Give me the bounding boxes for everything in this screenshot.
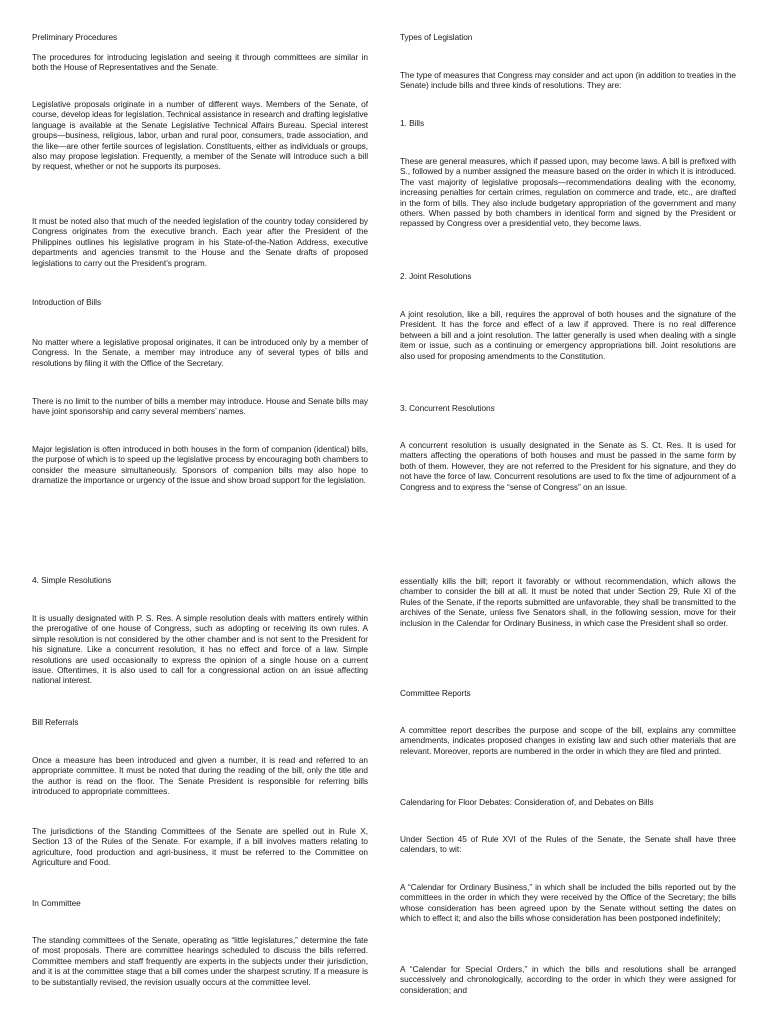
bill-referrals-heading: Bill Referrals — [32, 717, 79, 727]
calendaring-heading: Calendaring for Floor Debates: Consideration of, and Debates on Bills — [400, 797, 654, 807]
committee-reports-heading: Committee Reports — [400, 688, 471, 698]
preliminary-procedures-heading: Preliminary Procedures — [32, 32, 118, 42]
concurrent-resolutions-paragraph: A concurrent resolution is usually designated in the Senate as S. Ct. Res. It is used for matters affecting the operations of both houses and must be passed in the same form by both of them. However, they are not referred to the President for his signature, and they do not have the force of law. Concurrent resolutions are used to fix the time of adjournment of a Congress and to express the “sense of Congress” on an issue. — [400, 440, 736, 492]
continued-paragraph: essentially kills the bill; report it favorably or without recommendation, which allows the chamber to consider the bill at all. It must be noted that under Section 29, Rule XI of the Rules of the Senate, if the reports submitted are unfavorable, they shall be transmitted to the archives of the Senate, unless five Senators shall, in the following session, move for their inclusion in the Calendar for Ordinary Business, in which case the President shall so order. — [400, 576, 736, 628]
introduction-paragraph-1: No matter where a legislative proposal originates, it can be introduced only by a member of Congress. In the Senate, a member may introduce any of several types of bills and resolutions by filing it with the Office of the Secretary. — [32, 337, 368, 368]
calendaring-intro-paragraph: Under Section 45 of Rule XVI of the Rules of the Senate, the Senate shall have three calendars, to wit: — [400, 834, 736, 855]
introduction-paragraph-3: Major legislation is often introduced in both houses in the form of companion (identical) bills, the purpose of which is to speed up the legislative process by encouraging both chambers to consider the measure simultaneously. Sponsors of companion bills may also hope to dramatize the importance or urgency of the issue and show broad support for the legislation. — [32, 444, 368, 486]
bill-referrals-paragraph-2: The jurisdictions of the Standing Committees of the Senate are spelled out in Rule X, Section 13 of the Rules of the Senate. For example, if a bill involves matters relating to agriculture, food production and agri-business, it must be referred to the Committee on Agriculture and Food. — [32, 826, 368, 868]
bills-heading: 1. Bills — [400, 118, 425, 128]
legislative-origins-paragraph: Legislative proposals originate in a number of different ways. Members of the Senate, of course, develop ideas for legislation. Technical assistance in research and drafting legislative language is available at the Senate Legislative Technical Affairs Bureau. Special interest groups—business, religious, labor, urban and rural poor, consumers, trade association, and the like—are other fertile sources of legislation. Constituents, either as individuals or groups, also may propose legislation. Frequently, a member of the Senate will introduce such a bill by request, whether or not he supports its purposes. — [32, 99, 368, 172]
types-of-legislation-heading: Types of Legislation — [400, 32, 473, 42]
simple-resolutions-paragraph: It is usually designated with P. S. Res. A simple resolution deals with matters entirely within the prerogative of one house of Congress, such as adopting or receiving its own rules. A simple resolution is not considered by the other chamber and is not sent to the President for his signature. Like a concurrent resolution, it has no effect and force of a law. Simple resolutions are used occasionally to express the opinion of a single house on a current issue. Oftentimes, it is also used to call for a congressional action on an issue affecting national interest. — [32, 613, 368, 686]
joint-resolutions-heading: 2. Joint Resolutions — [400, 271, 472, 281]
bill-referrals-paragraph-1: Once a measure has been introduced and given a number, it is read and referred to an appropriate committee. It must be noted that during the reading of the bill, only the title and the author is read on the floor. The Senate President is responsible for referring bills introduced to appropriate committees. — [32, 755, 368, 797]
committee-reports-paragraph: A committee report describes the purpose and scope of the bill, explains any committee amendments, indicates proposed changes in existing law and such other materials that are relevant. Moreover, reports are numbered in the order in which they are filed and printed. — [400, 725, 736, 756]
preliminary-intro-paragraph: The procedures for introducing legislation and seeing it through committees are similar in both the House of Representatives and the Senate. — [32, 52, 368, 73]
joint-resolutions-paragraph: A joint resolution, like a bill, requires the approval of both houses and the signature of the President. It has the force and effect of a law if approved. There is no real difference between a bill and a joint resolution. The latter generally is used when dealing with a single item or issue, such as a continuing or emergency appropriations bill. Joint resolutions are also used for proposing amendments to the Constitution. — [400, 309, 736, 361]
executive-branch-paragraph: It must be noted also that much of the needed legislation of the country today considered by Congress originates from the executive branch. Each year after the President of the Philippines outlines his legislative program in his State-of-the-Nation Address, executive departments and agencies transmit to the House and the Senate drafts of proposed legislations to carry out the President’s program. — [32, 216, 368, 268]
concurrent-resolutions-heading: 3. Concurrent Resolutions — [400, 403, 495, 413]
calendar-ordinary-business-paragraph: A “Calendar for Ordinary Business,” in which shall be included the bills reported out by the committees in the order in which they were received by the Office of the Secretary; the bills whose consideration has been agreed upon by the Senate without setting the dates on which to effect it; and also the bills whose consideration has been postponed indefinitely; — [400, 882, 736, 924]
introduction-of-bills-heading: Introduction of Bills — [32, 297, 102, 307]
types-intro-paragraph: The type of measures that Congress may consider and act upon (in addition to treaties in the Senate) include bills and three kinds of resolutions. They are: — [400, 70, 736, 91]
in-committee-paragraph: The standing committees of the Senate, operating as “little legislatures,” determine the fate of most proposals. There are committee hearings scheduled to discuss the bills referred. Committee members and staff frequently are experts in the subjects under their jurisdiction, and it is at the committee stage that a bill comes under the sharpest scrutiny. If a measure is to be substantially revised, the revision usually occurs at the committee level. — [32, 935, 368, 987]
bills-paragraph: These are general measures, which if passed upon, may become laws. A bill is prefixed with S., followed by a number assigned the measure based on the order in which it is introduced. The vast majority of legislative proposals—recommendations dealing with the economy, increasing penalties for certain crimes, regulation on commerce and trade, etc., are drafted in the form of bills. They also include budgetary appropriation of the government and many others. When passed by both chambers in identical form and signed by the President or repassed by Congress over a presidential veto, they become laws. — [400, 156, 736, 229]
calendar-special-orders-paragraph: A “Calendar for Special Orders,” in which the bills and resolutions shall be arranged successively and chronologically, according to the order in which they were assigned for consideration; and — [400, 964, 736, 995]
in-committee-heading: In Committee — [32, 898, 81, 908]
simple-resolutions-heading: 4. Simple Resolutions — [32, 575, 112, 585]
introduction-paragraph-2: There is no limit to the number of bills a member may introduce. House and Senate bills may have joint sponsorship and carry several members’ names. — [32, 396, 368, 417]
